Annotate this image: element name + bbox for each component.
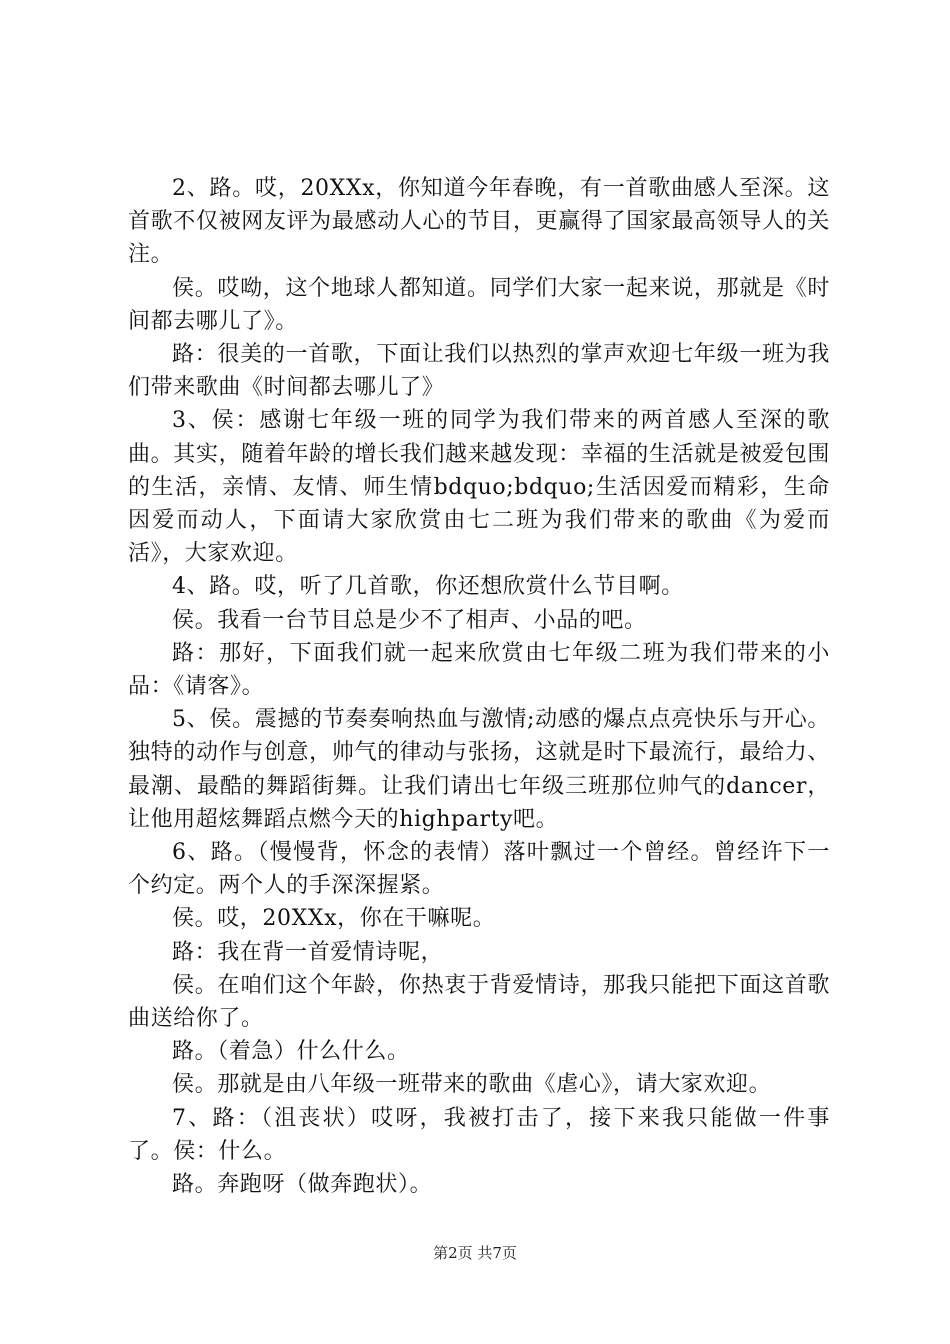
paragraph: 7、路：（沮丧状）哎呀，我被打击了，接下来我只能做一件事了。侯：什么。 [128, 1105, 830, 1164]
paragraph: 2、路。哎，20XXx，你知道今年春晚，有一首歌曲感人至深。这首歌不仅被网友评为最感动人心的节目，更赢得了国家最高领导人的关注。 [128, 176, 830, 268]
paragraph: 侯。我看一台节目总是少不了相声、小品的吧。 [172, 607, 647, 633]
paragraph: 路：那好，下面我们就一起来欣赏由七年级二班为我们带来的小品：《请客》。 [128, 640, 830, 700]
paragraph: 侯。哎，20XXx，你在干嘛呢。 [172, 906, 496, 932]
paragraph: 路：很美的一首歌，下面让我们以热烈的掌声欢迎七年级一班为我们带来歌曲《时间都去哪儿了》 [128, 342, 830, 401]
document-body [128, 172, 830, 1201]
paragraph: 侯。在咱们这个年龄，你热衷于背爱情诗，那我只能把下面这首歌曲送给你了。 [128, 972, 830, 1032]
paragraph: 4、路。哎，听了几首歌，你还想欣赏什么节目啊。 [172, 574, 684, 600]
paragraph: 路。（着急）什么什么。 [172, 1039, 410, 1065]
paragraph: 侯。哎呦，这个地球人都知道。同学们大家一起来说，那就是《时间都去哪儿了》。 [128, 275, 830, 334]
paragraph: 路。奔跑呀（做奔跑状）。 [172, 1172, 433, 1198]
paragraph: 侯。那就是由八年级一班带来的歌曲《虐心》，请大家欢迎。 [172, 1072, 772, 1098]
paragraph: 6、路。（慢慢背，怀念的表情）落叶飘过一个曾经。曾经许下一个约定。两个人的手深深握紧。 [128, 840, 830, 899]
paragraph: 5、侯。震撼的节奏奏响热血与激情;动感的爆点点亮快乐与开心。独特的动作与创意，帅气的律动与张扬，这就是时下最流行，最给力、最潮、最酷的舞蹈街舞。让我们请出七年级三班那位帅气的dancer，让他用超炫舞蹈点燃今天的highparty吧。 [128, 707, 830, 832]
paragraph: 路：我在背一首爱情诗呢， [172, 939, 444, 965]
page-number-footer: 第2页 共7页 [433, 1244, 517, 1262]
paragraph: 3、侯：感谢七年级一班的同学为我们带来的两首感人至深的歌曲。其实，随着年龄的增长我们越来越发现：幸福的生活就是被爱包围的生活，亲情、友情、师生情bdquo;bdquo;生活因爱而精彩，生命因爱而动人，下面请大家欣赏由七二班为我们带来的歌曲《为爱而活》，大家欢迎。 [128, 408, 830, 567]
